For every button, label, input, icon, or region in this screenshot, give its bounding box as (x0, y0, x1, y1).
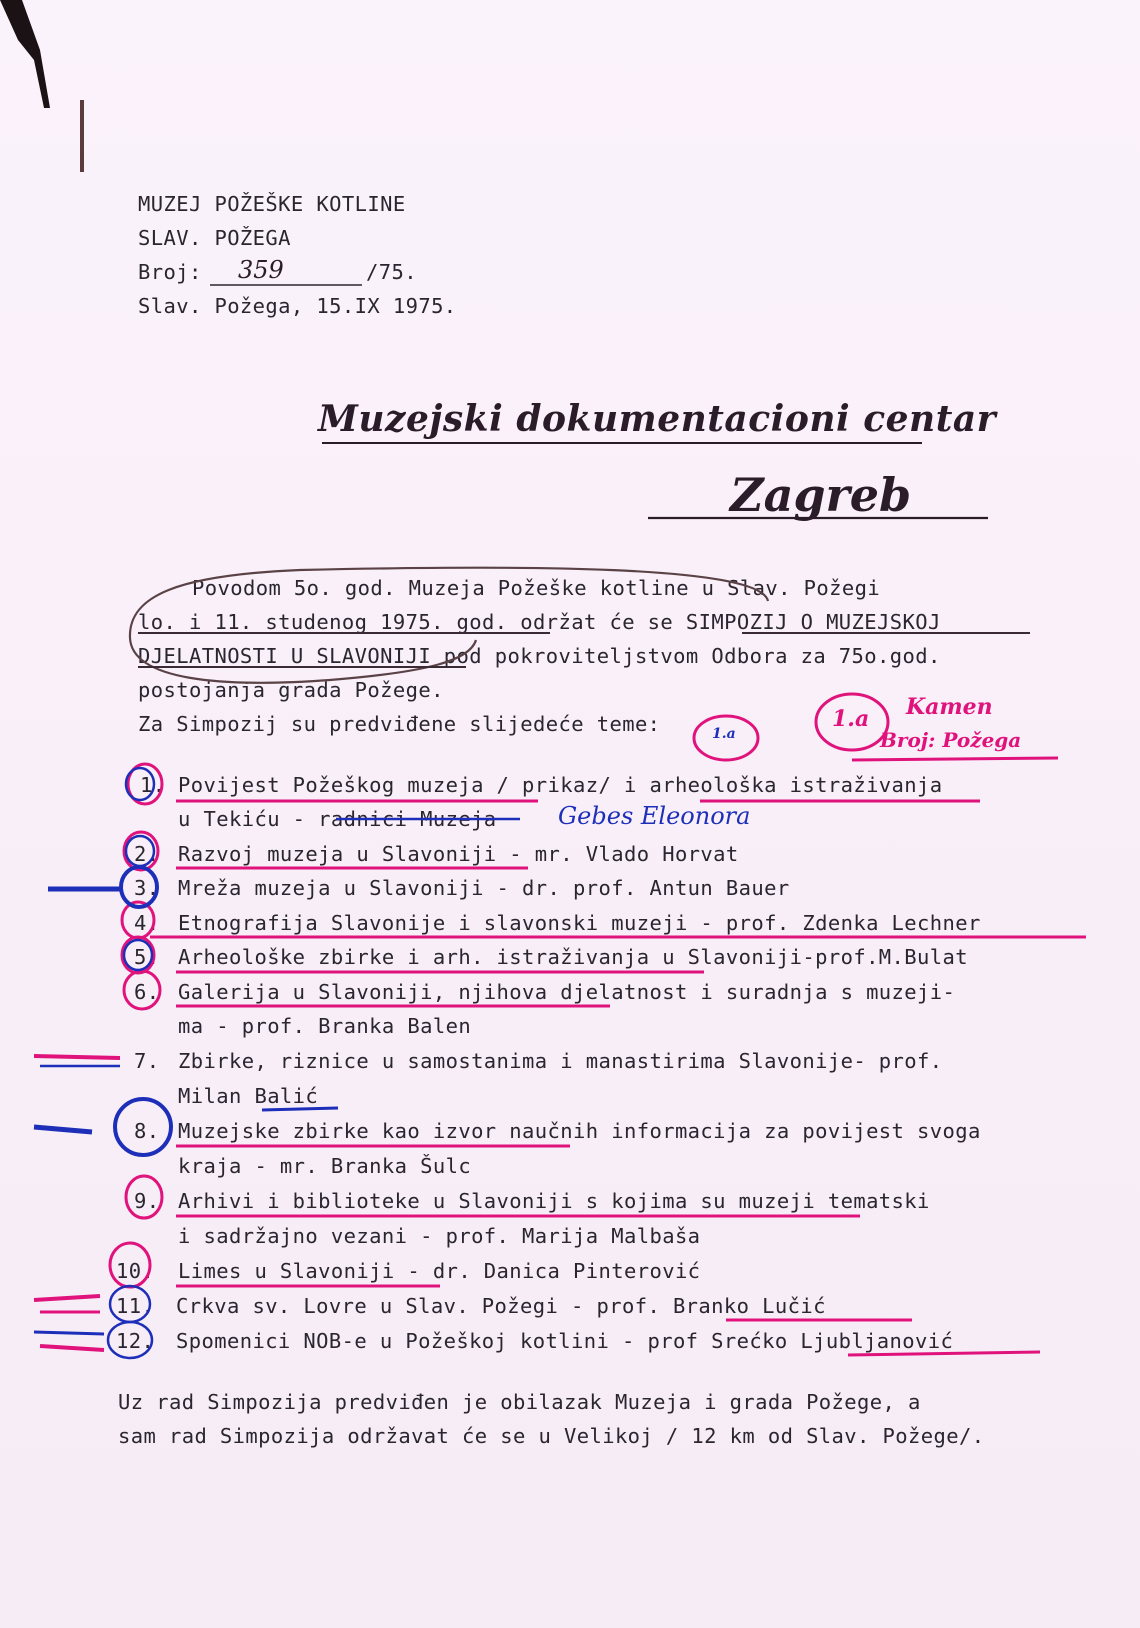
topic-10-title: Limes u Slavoniji - dr. Danica Pinterović (178, 1259, 701, 1283)
intro-line-2: lo. i 11. studenog 1975. god. održat će se SIMPOZIJ O MUZEJSKOJ (138, 610, 941, 634)
topic-12-underline (848, 1352, 1040, 1355)
topic-2-blue-circle (126, 836, 154, 866)
staple-mark (0, 0, 50, 108)
topic-6-title-continued: ma - prof. Branka Balen (178, 1014, 472, 1038)
reference-number-value: 359 (238, 256, 284, 284)
topic-8-number: 8. (134, 1119, 160, 1143)
handwritten-blue-name: Gebes Eleonora (558, 802, 751, 830)
handwritten-blue-circle-label: 1.a (712, 726, 736, 742)
topic-6-number: 6. (134, 980, 160, 1004)
topic-6-circle (124, 971, 160, 1009)
handwritten-pink-note-1: Kamen (906, 694, 993, 720)
intro-line-5: Za Simpozij su predviđene slijedeće teme: (138, 712, 661, 736)
topic-8-title: Muzejske zbirke kao izvor naučnih informacija za povijest svoga (178, 1119, 981, 1143)
topic-9-title: Arhivi i biblioteke u Slavoniji s kojima su muzeji tematski (178, 1189, 930, 1213)
topic-1-title: Povijest Požeškog muzeja / prikaz/ i arheološka istraživanja (178, 773, 943, 797)
recipient-city-handwritten: Zagreb (730, 468, 912, 522)
topic-5-circle (122, 937, 154, 973)
document-date: Slav. Požega, 15.IX 1975. (138, 294, 457, 318)
topic-4-title: Etnografija Slavonije i slavonski muzeji - prof. Zdenka Lechner (178, 911, 981, 935)
institution-city: SLAV. POŽEGA (138, 226, 291, 250)
margin-dash-12-blue (34, 1332, 104, 1334)
topic-7-title: Zbirke, riznice u samostanima i manastirima Slavonije- prof. (178, 1049, 943, 1073)
topic-1-title-continued: u Tekiću - radnici Muzeja (178, 807, 497, 831)
institution-name: MUZEJ POŽEŠKE KOTLINE (138, 192, 406, 216)
intro-line-3: DJELATNOSTI U SLAVONIJI pod pokroviteljstvom Odbora za 75o.god. (138, 644, 941, 668)
topic-3-number: 3. (134, 876, 160, 900)
topic-12-number: 12. (116, 1329, 155, 1353)
topic-1-blue-circle (126, 768, 154, 800)
topic-7-title-continued: Milan Balić (178, 1084, 319, 1108)
punch-hole-mark (80, 100, 84, 172)
note-pink-underline (852, 758, 1058, 760)
topic-5-number: 5. (134, 945, 160, 969)
closing-line-2: sam rad Simpozija održavat će se u Velikoj / 12 km od Slav. Požege/. (118, 1424, 985, 1448)
topic-10-circle (110, 1243, 150, 1287)
topic-8-blue-circle (115, 1099, 171, 1155)
margin-dash-12-pink (40, 1346, 104, 1350)
intro-line-4: postojanja grada Požege. (138, 678, 444, 702)
topic-9-title-continued: i sadržajno vezani - prof. Marija Malbaša (178, 1224, 701, 1248)
margin-dash-8 (34, 1127, 92, 1132)
margin-dash-7-pink (34, 1056, 120, 1058)
topic-9-circle (126, 1176, 162, 1218)
topic-11-number: 11. (116, 1294, 155, 1318)
topic-1-number: 1. (140, 773, 166, 797)
handwritten-pink-note-2: Broj: Požega (880, 728, 1022, 752)
topic-9-number: 9. (134, 1189, 160, 1213)
topic-11-blue-circle (110, 1286, 150, 1322)
topic-8-title-continued: kraja - mr. Branka Šulc (178, 1154, 472, 1178)
reference-number-label: Broj: (138, 260, 202, 284)
topic-5-blue-circle (124, 940, 152, 970)
topic-10-number: 10. (116, 1259, 155, 1283)
topic-3-title: Mreža muzeja u Slavoniji - dr. prof. Antun Bauer (178, 876, 790, 900)
topic-5-title: Arheološke zbirke i arh. istraživanja u Slavoniji-prof.M.Bulat (178, 945, 969, 969)
topic-6-title: Galerija u Slavoniji, njihova djelatnost i suradnja s muzeji- (178, 980, 956, 1004)
topic-11-title: Crkva sv. Lovre u Slav. Požegi - prof. Branko Lučić (176, 1294, 826, 1318)
topic-2-title: Razvoj muzeja u Slavoniji - mr. Vlado Horvat (178, 842, 739, 866)
margin-dash-11-pink (34, 1296, 100, 1300)
topic-7-number: 7. (134, 1049, 160, 1073)
topic-12-title: Spomenici NOB-e u Požeškoj kotlini - prof Srećko Ljubljanović (176, 1329, 954, 1353)
pencil-oval-mark (130, 568, 768, 683)
intro-line-1: Povodom 5o. god. Muzeja Požeške kotline u Slav. Požegi (192, 576, 881, 600)
closing-line-1: Uz rad Simpozija predviđen je obilazak Muzeja i grada Požege, a (118, 1390, 921, 1414)
topic-4-number: 4. (134, 911, 160, 935)
recipient-handwritten: Muzejski dokumentacioni centar (318, 398, 997, 440)
handwritten-pink-number: 1.a (832, 706, 870, 732)
topic-12-blue-circle (108, 1322, 155, 1358)
topic-2-number: 2. (134, 842, 160, 866)
reference-number-suffix: /75. (366, 260, 417, 284)
topic-7-blue-underline (262, 1108, 338, 1110)
